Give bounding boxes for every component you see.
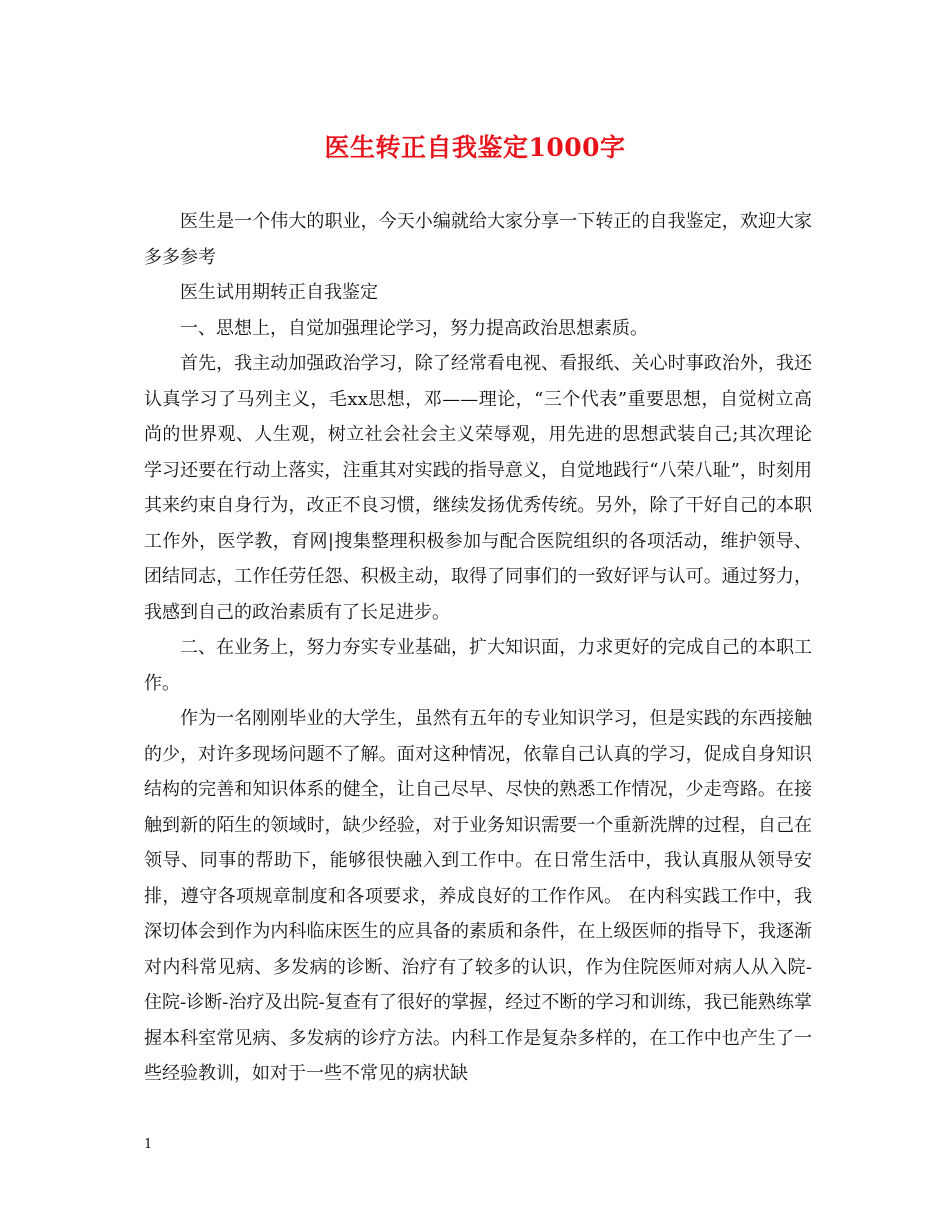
document-title: 医生转正自我鉴定1000字: [324, 133, 626, 162]
body-paragraph: 医生是一个伟大的职业，今天小编就给大家分享一下转正的自我鉴定，欢迎大家多多参考: [144, 211, 812, 268]
page-number: 1: [144, 1137, 153, 1152]
body-paragraph: 医生试用期转正自我鉴定: [180, 282, 378, 303]
document-body: [144, 204, 812, 1092]
body-paragraph: 首先，我主动加强政治学习，除了经常看电视、看报纸、关心时事政治外，我还认真学习了马列主义，毛xx思想，邓——理论，“三个代表”重要思想，自觉树立高尚的世界观、人生观，树立社会社会主义荣辱观，用先进的思想武装自己;其次理论学习还要在行动上落实，注重其对实践的指导意义，自觉地践行“八荣八耻”，时刻用其来约束自身行为，改正不良习惯，继续发扬优秀传统。另外，除了干好自己的本职工作外，医学教，育网|搜集整理积极参加与配合医院组织的各项活动，维护领导、团结同志，工作任劳任怨、积极主动，取得了同事们的一致好评与认可。通过努力，我感到自己的政治素质有了长足进步。: [144, 353, 812, 623]
body-paragraph: 作为一名刚刚毕业的大学生，虽然有五年的专业知识学习，但是实践的东西接触的少，对许多现场问题不了解。面对这种情况，依靠自己认真的学习，促成自身知识结构的完善和知识体系的健全，让自己尽早、尽快的熟悉工作情况，少走弯路。在接触到新的陌生的领域时，缺少经验，对于业务知识需要一个重新洗牌的过程，自己在领导、同事的帮助下，能够很快融入到工作中。在日常生活中，我认真服从领导安排，遵守各项规章制度和各项要求，养成良好的工作作风。 在内科实践工作中，我深切体会到作为内科临床医生的应具备的素质和条件，在上级医师的指导下，我逐渐对内科常见病、多发病的诊断、治疗有了较多的认识，作为住院医师对病人从入院-住院-诊断-治疗及出院-复查有了很好的掌握，经过不断的学习和训练，我已能熟练掌握本科室常见病、多发病的诊疗方法。内科工作是复杂多样的，在工作中也产生了一些经验教训，如对于一些不常见的病状缺: [144, 708, 812, 1084]
body-paragraph: 一、思想上，自觉加强理论学习，努力提高政治思想素质。: [180, 317, 648, 339]
body-paragraph: 二、在业务上，努力夯实专业基础，扩大知识面，力求更好的完成自己的本职工作。: [144, 637, 812, 694]
